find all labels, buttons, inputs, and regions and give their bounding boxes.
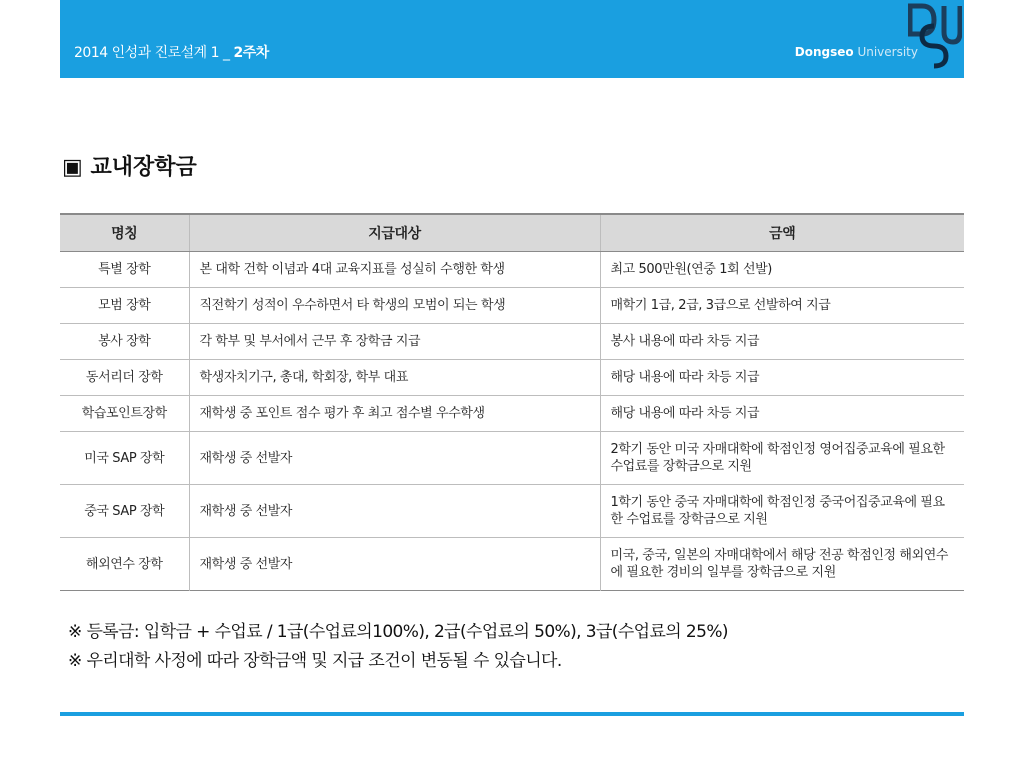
brand-name: Dongseo: [794, 45, 854, 59]
scholarship-table: [60, 213, 964, 591]
scholarship-target: 재학생 중 선발자: [189, 432, 600, 485]
scholarship-target: 학생자치기구, 총대, 학회장, 학부 대표: [189, 360, 600, 396]
col-header-name: 명칭: [60, 214, 189, 252]
brand-suffix: University: [853, 45, 918, 59]
scholarship-name: 특별 장학: [60, 252, 189, 288]
col-header-target: 지급대상: [189, 214, 600, 252]
scholarship-name: 해외연수 장학: [60, 538, 189, 591]
table-row: [60, 324, 964, 360]
scholarship-target: 재학생 중 선발자: [189, 538, 600, 591]
table-header-row: [60, 214, 964, 252]
scholarship-target: 각 학부 및 부서에서 근무 후 장학금 지급: [189, 324, 600, 360]
footer-divider: [60, 712, 964, 716]
scholarship-amount: 해당 내용에 따라 차등 지급: [600, 360, 964, 396]
table-row: [60, 485, 964, 538]
scholarship-name: 중국 SAP 장학: [60, 485, 189, 538]
note-disclaimer: ※ 우리대학 사정에 따라 장학금액 및 지급 조건이 변동될 수 있습니다.: [68, 651, 562, 671]
scholarship-target: 재학생 중 선발자: [189, 485, 600, 538]
scholarship-amount: 봉사 내용에 따라 차등 지급: [600, 324, 964, 360]
table-row: [60, 252, 964, 288]
table-row: [60, 360, 964, 396]
note-tuition: ※ 등록금: 입학금 + 수업료 / 1급(수업료의100%), 2급(수업료의 50%), 3급(수업료의 25%): [68, 622, 728, 642]
scholarship-amount: 해당 내용에 따라 차등 지급: [600, 396, 964, 432]
scholarship-amount: 2학기 동안 미국 자매대학에 학점인정 영어집중교육에 필요한 수업료를 장학금으로 지원: [600, 432, 964, 485]
section-title: ▣ 교내장학금: [62, 155, 197, 180]
scholarship-name: 모범 장학: [60, 288, 189, 324]
scholarship-amount: 매학기 1급, 2급, 3급으로 선발하여 지급: [600, 288, 964, 324]
scholarship-target: 직전학기 성적이 우수하면서 타 학생의 모범이 되는 학생: [189, 288, 600, 324]
dsu-logo-icon: [908, 2, 962, 76]
course-title-prefix: 2014 인성과 진로설계 1 _: [74, 45, 234, 61]
scholarship-amount: 최고 500만원(연중 1회 선발): [600, 252, 964, 288]
table-row: [60, 396, 964, 432]
col-header-amount: 금액: [600, 214, 964, 252]
scholarship-amount: 미국, 중국, 일본의 자매대학에서 해당 전공 학점인정 해외연수에 필요한 경비의 일부를 장학금으로 지원: [600, 538, 964, 591]
scholarship-name: 봉사 장학: [60, 324, 189, 360]
scholarship-name: 동서리더 장학: [60, 360, 189, 396]
table-row: [60, 432, 964, 485]
table-row: [60, 288, 964, 324]
university-brand: [795, 45, 918, 59]
scholarship-target: 재학생 중 포인트 점수 평가 후 최고 점수별 우수학생: [189, 396, 600, 432]
scholarship-name: 미국 SAP 장학: [60, 432, 189, 485]
scholarship-target: 본 대학 건학 이념과 4대 교육지표를 성실히 수행한 학생: [189, 252, 600, 288]
notes: [68, 618, 728, 676]
scholarship-amount: 1학기 동안 중국 자매대학에 학점인정 중국어집중교육에 필요한 수업료를 장학금으로 지원: [600, 485, 964, 538]
week-label: 2주차: [233, 45, 269, 61]
course-title: [74, 42, 269, 62]
scholarship-name: 학습포인트장학: [60, 396, 189, 432]
table-row: [60, 538, 964, 591]
header-bar: [60, 0, 964, 78]
